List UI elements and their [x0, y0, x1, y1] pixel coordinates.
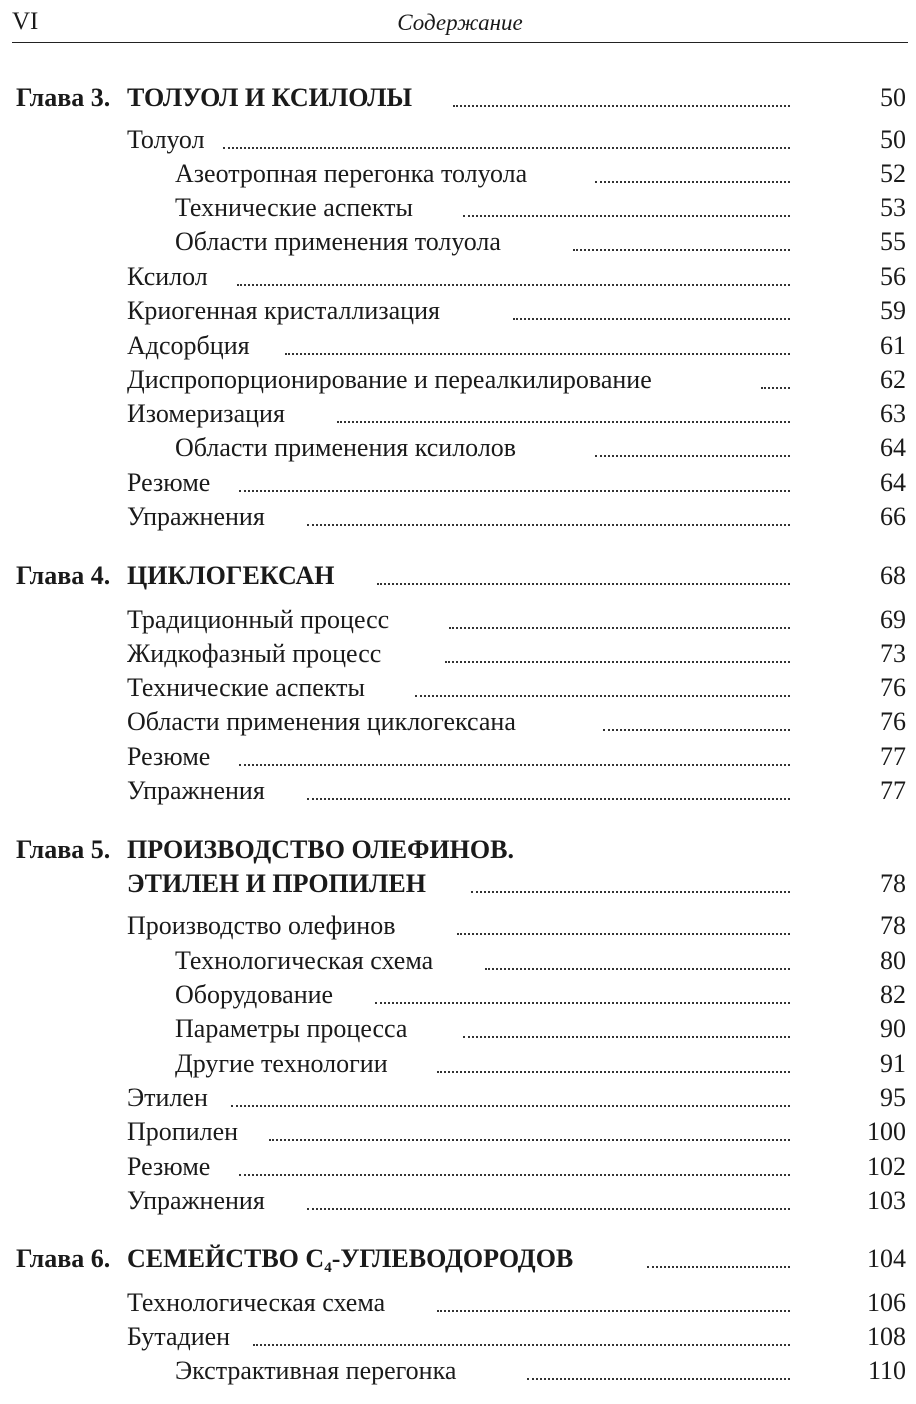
toc-entry[interactable]: Изомеризация: [127, 398, 790, 430]
toc-entry-page: 103: [867, 1186, 906, 1215]
toc-entry-page: 61: [880, 331, 906, 360]
toc-entry-page: 64: [880, 468, 906, 497]
toc-entry-page: 55: [880, 227, 906, 256]
toc-entry-page: 100: [867, 1117, 906, 1146]
toc-entry-page: 110: [867, 1356, 906, 1385]
chapter-5-label: Глава 5.: [16, 835, 111, 864]
toc-entry-page: 77: [880, 776, 906, 805]
toc-entry-page: 90: [880, 1014, 906, 1043]
toc-entry[interactable]: Упражнения: [127, 775, 790, 807]
toc-entry-page: 63: [880, 399, 906, 428]
chapter-6-title: СЕМЕЙСТВО $С_4$-УГЛЕВОДОРОДОВ: [127, 1244, 574, 1276]
toc-entry-page: 62: [880, 365, 906, 394]
toc-entry-page: 56: [880, 262, 906, 291]
chapter-3-label: Глава 3.: [16, 83, 111, 112]
toc-entry-page: 95: [880, 1083, 906, 1112]
toc-entry[interactable]: Технические аспекты: [175, 192, 790, 224]
toc-entry-page: 82: [880, 980, 906, 1009]
chapter-4-title: ЦИКЛОГЕКСАН: [127, 561, 335, 590]
chapter-3-entry[interactable]: [127, 82, 790, 114]
toc-entry-page: 52: [880, 159, 906, 188]
chapter-3-page: 50: [880, 83, 906, 112]
toc-entry-page: 78: [880, 911, 906, 940]
toc-entry[interactable]: Технические аспекты: [127, 672, 790, 704]
toc-entry-page: 77: [880, 742, 906, 771]
toc-entry[interactable]: Области применения ксилолов: [175, 432, 790, 464]
chapter-4-label: Глава 4.: [16, 561, 111, 590]
chapter-5-entry[interactable]: [127, 868, 790, 900]
toc-entry[interactable]: Резюме: [127, 741, 790, 773]
toc-entry-page: 59: [880, 296, 906, 325]
toc-entry-page: 102: [867, 1152, 906, 1181]
toc-entry-page: 106: [867, 1288, 906, 1317]
toc-entry[interactable]: Азеотропная перегонка толуола: [175, 158, 790, 190]
toc-entry[interactable]: Толуол: [127, 124, 790, 156]
toc-entry-page: 53: [880, 193, 906, 222]
toc-entry[interactable]: Упражнения: [127, 1185, 790, 1217]
toc-entry-page: 66: [880, 502, 906, 531]
chapter-3-title: ТОЛУОЛ И КСИЛОЛЫ: [127, 83, 413, 112]
chapter-5-title-line2: ЭТИЛЕН И ПРОПИЛЕН: [127, 869, 426, 898]
toc-entry[interactable]: Пропилен: [127, 1116, 790, 1148]
toc-entry[interactable]: Резюме: [127, 467, 790, 499]
toc-entry[interactable]: Диспропорционирование и переалкилирование: [127, 364, 790, 396]
toc-entry[interactable]: Параметры процесса: [175, 1013, 790, 1045]
toc-entry[interactable]: Производство олефинов: [127, 910, 790, 942]
toc-entry[interactable]: Технологическая схема: [127, 1287, 790, 1319]
page-folio: VI: [12, 8, 39, 35]
chapter-4-page: 68: [880, 561, 906, 590]
chapter-6-label: Глава 6.: [16, 1244, 111, 1273]
toc-entry[interactable]: Традиционный процесс: [127, 604, 790, 636]
chapter-6-page: 104: [867, 1244, 906, 1273]
toc-entry[interactable]: Адсорбция: [127, 330, 790, 362]
toc-entry-page: 91: [880, 1049, 906, 1078]
running-title: Содержание: [397, 10, 523, 35]
chapter-6-entry[interactable]: [127, 1243, 790, 1275]
toc-entry-page: 69: [880, 605, 906, 634]
toc-entry[interactable]: Экстрактивная перегонка: [175, 1355, 790, 1387]
chapter-5-page: 78: [880, 869, 906, 898]
toc-entry[interactable]: Бутадиен: [127, 1321, 790, 1353]
chapter-4-entry[interactable]: [127, 560, 790, 592]
toc-entry[interactable]: Оборудование: [175, 979, 790, 1011]
toc-entry[interactable]: Технологическая схема: [175, 945, 790, 977]
toc-entry-page: 76: [880, 707, 906, 736]
toc-entry-page: 80: [880, 946, 906, 975]
toc-entry[interactable]: Ксилол: [127, 261, 790, 293]
toc-entry[interactable]: Области применения циклогексана: [127, 706, 790, 738]
toc-entry-page: 108: [867, 1322, 906, 1351]
toc-entry[interactable]: Резюме: [127, 1151, 790, 1183]
toc-entry[interactable]: Упражнения: [127, 501, 790, 533]
toc-entry-page: 76: [880, 673, 906, 702]
chapter-5-title-line1: ПРОИЗВОДСТВО ОЛЕФИНОВ.: [127, 835, 514, 864]
toc-entry-page: 64: [880, 433, 906, 462]
toc-entry-page: 50: [880, 125, 906, 154]
chapter-5-title-line1-row: [127, 834, 790, 866]
toc-entry[interactable]: Жидкофазный процесс: [127, 638, 790, 670]
toc-entry-page: 73: [880, 639, 906, 668]
toc-entry[interactable]: Этилен: [127, 1082, 790, 1114]
toc-entry[interactable]: Криогенная кристаллизация: [127, 295, 790, 327]
toc-entry[interactable]: Другие технологии: [175, 1048, 790, 1080]
toc-entry[interactable]: Области применения толуола: [175, 226, 790, 258]
